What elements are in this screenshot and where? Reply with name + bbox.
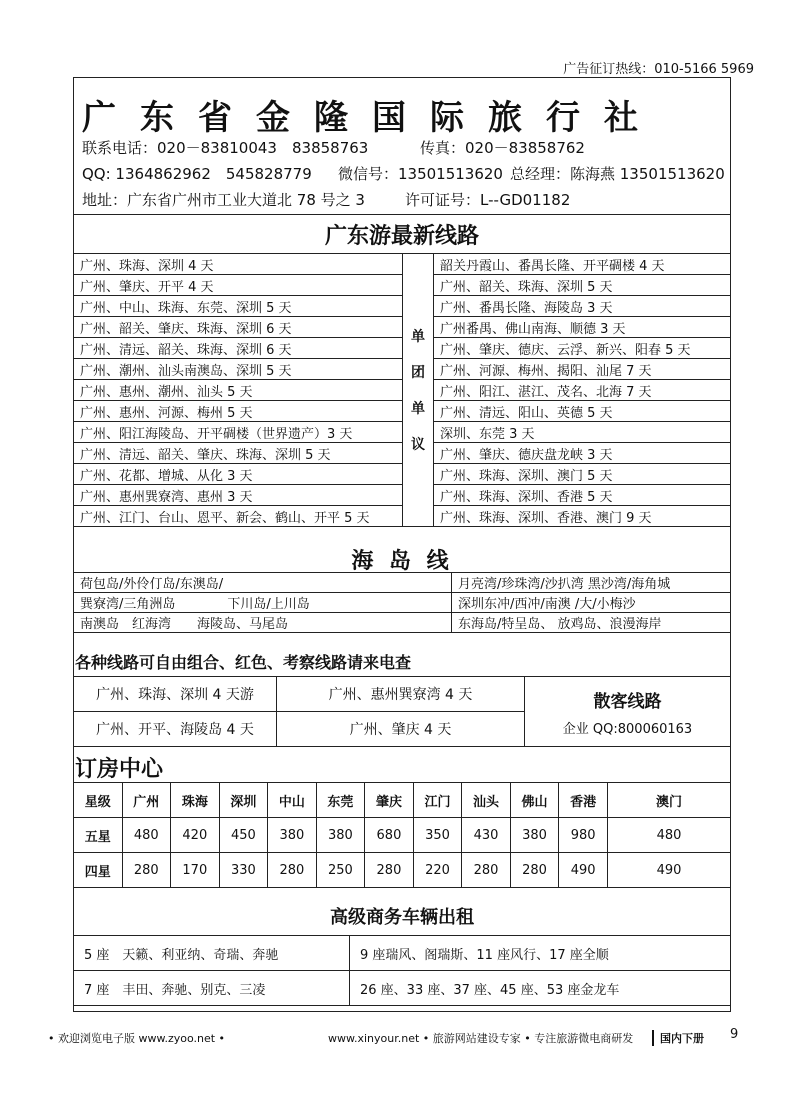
hotel-cell: 490 [608, 853, 731, 888]
hotel-header-cell: 汕头 [462, 783, 511, 818]
island-title: 海 岛 线 [351, 549, 453, 574]
agency-address: 地址：广东省广州市工业大道北 78 号之 3 [82, 191, 365, 209]
page-number: 9 [730, 1027, 739, 1042]
hotel-header-cell: 香港 [559, 783, 608, 818]
car-cell: 26 座、33 座、37 座、45 座、53 座金龙车 [350, 971, 731, 1006]
route-row [74, 317, 731, 338]
group-quote-label [403, 254, 434, 527]
route-right: 广州、珠海、深圳、香港 5 天 [434, 485, 731, 506]
route-right: 广州、肇庆、德庆、云浮、新兴、阳春 5 天 [434, 338, 731, 359]
footer-right: www.xinyour.net • 旅游网站建设专家 • 专注旅游微电商研发 [328, 1032, 634, 1045]
route-left: 广州、阳江海陵岛、开平碉楼（世界遗产）3 天 [74, 422, 403, 443]
ad-hotline: 广告征订热线：010-5166 5969 [563, 62, 754, 77]
route-row [74, 443, 731, 464]
route-row [74, 275, 731, 296]
routes-title: 广东游最新线路 [324, 224, 479, 249]
route-left: 广州、惠州、河源、梅州 5 天 [74, 401, 403, 422]
hotel-cell: 280 [365, 853, 414, 888]
route-left: 广州、韶关、肇庆、珠海、深圳 6 天 [74, 317, 403, 338]
hotel-cell: 380 [510, 818, 559, 853]
route-left: 广州、清远、韶关、肇庆、珠海、深圳 5 天 [74, 443, 403, 464]
route-row [74, 254, 731, 275]
car-cell: 7 座 丰田、奔驰、别克、三凌 [74, 971, 350, 1006]
route-left: 广州、潮州、汕头南澳岛、深圳 5 天 [74, 359, 403, 380]
island-left: 巽寮湾/三角洲岛 下川岛/上川岛 [74, 593, 452, 613]
combo-route: 广州、珠海、深圳 4 天游 [74, 677, 277, 712]
hotel-header-cell: 广州 [122, 783, 171, 818]
route-row [74, 380, 731, 401]
hotel-header-cell: 珠海 [171, 783, 220, 818]
agency-manager: 总经理：陈海燕 13501513620 [510, 165, 725, 183]
car-row [74, 971, 731, 1006]
route-right: 广州、珠海、深圳、香港、澳门 9 天 [434, 506, 731, 527]
footer-left: • 欢迎浏览电子版 www.zyoo.net • [48, 1032, 226, 1045]
island-left: 南澳岛 红海湾 海陵岛、马尾岛 [74, 613, 452, 633]
hotel-cell: 380 [268, 818, 317, 853]
hotel-cell: 280 [510, 853, 559, 888]
route-right: 广州、番禺长隆、海陵岛 3 天 [434, 296, 731, 317]
hotel-cell: 380 [316, 818, 365, 853]
group-quote-char: 团 [411, 365, 425, 381]
route-right: 广州、阳江、湛江、茂名、北海 7 天 [434, 380, 731, 401]
route-right: 韶关丹霞山、番禺长隆、开平碉楼 4 天 [434, 254, 731, 275]
route-left: 广州、中山、珠海、东莞、深圳 5 天 [74, 296, 403, 317]
divider [73, 214, 731, 215]
hotel-header-cell: 肇庆 [365, 783, 414, 818]
route-right: 广州、清远、阳山、英德 5 天 [434, 401, 731, 422]
route-right: 深圳、东莞 3 天 [434, 422, 731, 443]
hotel-cell: 四星 [74, 853, 123, 888]
agency-qq: QQ: 1364862962 545828779 [82, 165, 312, 183]
hotel-header-cell: 中山 [268, 783, 317, 818]
route-left: 广州、江门、台山、恩平、新会、鹤山、开平 5 天 [74, 506, 403, 527]
car-row [74, 936, 731, 971]
route-right: 广州、韶关、珠海、深圳 5 天 [434, 275, 731, 296]
combo-route: 广州、惠州巽寮湾 4 天 [277, 677, 525, 712]
route-left: 广州、肇庆、开平 4 天 [74, 275, 403, 296]
island-row [74, 613, 731, 633]
hotel-cell: 430 [462, 818, 511, 853]
hotel-row [74, 853, 731, 888]
route-row [74, 422, 731, 443]
hotel-cell: 330 [219, 853, 268, 888]
scatter-box [525, 677, 731, 747]
hotel-cell: 280 [122, 853, 171, 888]
hotel-cell: 490 [559, 853, 608, 888]
hotel-cell: 五星 [74, 818, 123, 853]
island-table [73, 572, 731, 633]
route-row [74, 359, 731, 380]
group-quote-chars [403, 326, 433, 454]
scatter-title: 散客线路 [593, 691, 662, 712]
combo-notice: 各种线路可自由组合、红色、考察线路请来电查 [75, 653, 412, 672]
route-left: 广州、清远、韶关、珠海、深圳 6 天 [74, 338, 403, 359]
route-left: 广州、惠州、潮州、汕头 5 天 [74, 380, 403, 401]
routes-table [73, 253, 731, 527]
route-left: 广州、珠海、深圳 4 天 [74, 254, 403, 275]
route-right: 广州番禺、佛山南海、顺德 3 天 [434, 317, 731, 338]
car-cell: 9 座瑞风、阁瑞斯、11 座风行、17 座全顺 [350, 936, 731, 971]
combo-route: 广州、肇庆 4 天 [277, 712, 525, 747]
route-right: 广州、肇庆、德庆盘龙峡 3 天 [434, 443, 731, 464]
hotel-cell: 680 [365, 818, 414, 853]
route-left: 广州、花都、增城、从化 3 天 [74, 464, 403, 485]
hotel-header-cell: 江门 [413, 783, 462, 818]
hotel-table [73, 782, 731, 888]
route-row [74, 401, 731, 422]
combo-route: 广州、开平、海陵岛 4 天 [74, 712, 277, 747]
group-quote-char: 议 [411, 437, 425, 453]
hotel-title: 订房中心 [75, 757, 164, 782]
hotel-cell: 980 [559, 818, 608, 853]
footer-section: 国内下册 [652, 1030, 704, 1046]
hotel-cell: 280 [268, 853, 317, 888]
car-title: 高级商务车辆出租 [330, 907, 474, 928]
car-cell: 5 座 天籁、利亚纳、奇瑞、奔驰 [74, 936, 350, 971]
hotel-cell: 420 [171, 818, 220, 853]
island-right: 月亮湾/珍珠湾/沙扒湾 黑沙湾/海角城 [452, 573, 731, 593]
hotel-cell: 450 [219, 818, 268, 853]
hotel-cell: 350 [413, 818, 462, 853]
agency-phone: 联系电话：020－83810043 83858763 [82, 139, 369, 157]
route-row [74, 506, 731, 527]
island-left: 荷包岛/外伶仃岛/东澳岛/ [74, 573, 452, 593]
route-right: 广州、河源、梅州、揭阳、汕尾 7 天 [434, 359, 731, 380]
agency-license: 许可证号：L--GD01182 [405, 191, 571, 209]
route-right: 广州、珠海、深圳、澳门 5 天 [434, 464, 731, 485]
scatter-qq: 企业 QQ:800060163 [562, 721, 693, 737]
car-table [73, 935, 731, 1006]
combo-table [73, 676, 731, 747]
hotel-header-cell: 澳门 [608, 783, 731, 818]
route-row [74, 296, 731, 317]
hotel-header-cell: 深圳 [219, 783, 268, 818]
hotel-cell: 480 [122, 818, 171, 853]
route-left: 广州、惠州巽寮湾、惠州 3 天 [74, 485, 403, 506]
route-row [74, 485, 731, 506]
group-quote-char: 单 [411, 329, 425, 345]
island-right: 深圳东冲/西冲/南澳 /大/小梅沙 [452, 593, 731, 613]
island-row [74, 593, 731, 613]
island-row [74, 573, 731, 593]
route-row [74, 338, 731, 359]
hotel-header-cell: 星级 [74, 783, 123, 818]
agency-name: 广东省金隆国际旅行社 [82, 98, 662, 138]
group-quote-char: 单 [411, 401, 425, 417]
island-right: 东海岛/特呈岛、 放鸡岛、浪漫海岸 [452, 613, 731, 633]
hotel-cell: 220 [413, 853, 462, 888]
route-row [74, 464, 731, 485]
hotel-cell: 480 [608, 818, 731, 853]
hotel-cell: 280 [462, 853, 511, 888]
agency-wechat: 微信号：13501513620 [338, 165, 503, 183]
hotel-header-cell: 佛山 [510, 783, 559, 818]
hotel-cell: 170 [171, 853, 220, 888]
hotel-row [74, 818, 731, 853]
hotel-cell: 250 [316, 853, 365, 888]
hotel-header-cell: 东莞 [316, 783, 365, 818]
agency-fax: 传真：020－83858762 [420, 139, 585, 157]
hotel-header-row [74, 783, 731, 818]
